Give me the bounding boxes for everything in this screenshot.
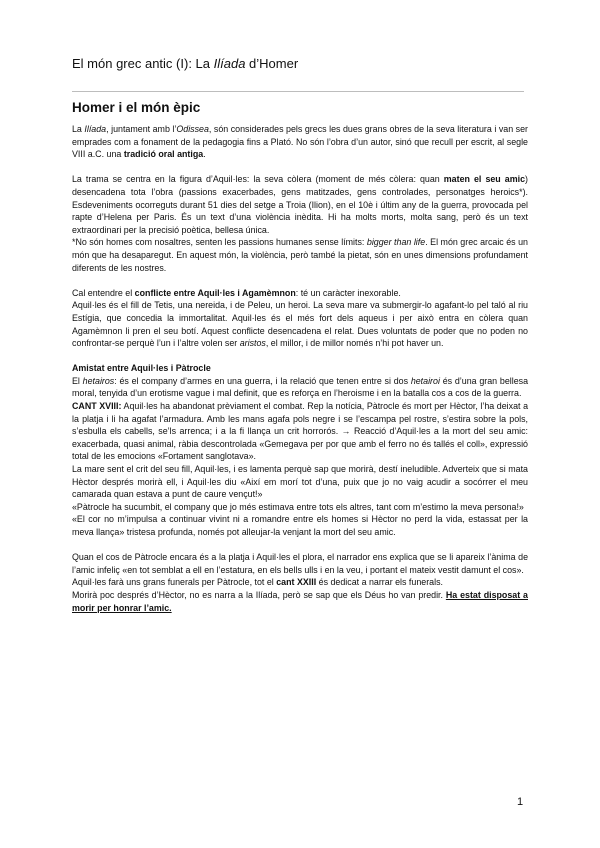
paragraph-cant-xviii: CANT XVIII: Aquil·les ha abandonat prèviament el combat. Rep la notícia, Pàtrocle és mort per Hèctor, l’ha deixat a la platja i li ha agafat l’armadura. Amb les mans agafa pols negre i se l’escampa pel rostre, s’estira sobre la pols, s’esbulla els cabells, se’ls arrenca; i a la fi llança un crit horrorós. → Reacció d’Aquil·les a la mort del seu amic: exacerbada, quasi animal, ràbia descontrolada «Gemegava per por que amb el ferro no és tallés el coll», expressió total de les emocions «Fortament sanglotava». xyxy=(72,401,528,462)
body-text xyxy=(72,123,528,614)
document-title: El món grec antic (I): La Ilíada d’Homer xyxy=(72,56,299,71)
paragraph-funerals: Aquil·les farà uns grans funerals per Pàtrocle, tot el cant XXIII és dedicat a narrar els funerals. xyxy=(72,577,443,588)
paragraph-soul: Quan el cos de Pàtrocle encara és a la platja i Aquil·les el plora, el narrador ens explica que se li apareix l’ànima de l’amic infeliç «en tot semblat a ell en l’estatura, en els bells ulls i en la veu, i portant el mateix vestit damunt el cos». xyxy=(72,552,528,575)
paragraph-quote-patroclus: «Pàtrocle ha sucumbit, el company que jo més estimava entre tots els altres, tant com m’estimo la meva persona!» xyxy=(72,501,524,512)
subheading-friendship: Amistat entre Aquil·les i Pàtrocle xyxy=(72,363,211,374)
paragraph-achilles: Aquil·les és el fill de Tetis, una nereida, i de Peleu, un heroi. La seva mare va submergir-lo agafant-lo pel taló al riu Estígia, que concedia la immortalitat. Aquil·les és el més fort dels aqueus i per això entra en còlera quan Agamèmnon li pren el seu botí. Aquest conflicte desencadena el relat. Dues voluntats de poder que no poden no confrontar-se perquè l’un i l’altre volen ser aristos, el millor, i de millor només n’hi pot haver un. xyxy=(72,300,528,349)
paragraph-hetairos: El hetairos: és el company d’armes en una guerra, i la relació que tenen entre si dos hetairoi és d’una gran bellesa moral, tenyida d’un erotisme vague i mal definit, que es reforça en l’heroisme i en la batalla cos a cos de la guerra. xyxy=(72,375,529,399)
paragraph-death: Morirà poc després d’Hèctor, no es narra a la Ilíada, però se sap que els Déus ho van predir. Ha estat disposat a morir per honrar l’amic. xyxy=(72,589,528,613)
paragraph-conflict: Cal entendre el conflicte entre Aquil·les i Agamèmnon: té un caràcter inexorable. xyxy=(72,287,401,298)
paragraph-plot: La trama se centra en la figura d’Aquil·les: la seva còlera (moment de més còlera: quan maten el seu amic) desencadena tota l’obra (passions exacerbades, gens matitzades, gens controlades, personatges heroics*). Esdeveniments ocorreguts durant 51 dies del setge a Troia (Ilion), en el 10è i últim any de la guerra, provocada pel rapte d’Helena per Paris. És un text d’una violència inèdita. Hi ha molts morts, molta sang, però és un text extraordinari per la precisió poètica, bellesa única. xyxy=(72,174,528,235)
section-title: Homer i el món èpic xyxy=(72,100,201,115)
paragraph-mother: La mare sent el crit del seu fill, Aquil·les, i es lamenta perquè sap que morirà, destí ineludible. Adverteix que si mata Hèctor després morirà ell, i Aquil·les diu «Així em morí tot d’una, puix que jo no vaig acudir a socórrer el meu camarada quan estava a punt de caure vençut!» xyxy=(72,464,528,500)
paragraph-quote-heart: «El cor no m’impulsa a continuar vivint ni a romandre entre els homes si Hèctor no perd la vida, estassat per la meva llança» tristesa profunda, només pot alleujar-la venjant la mort del seu amic. xyxy=(72,514,528,537)
paragraph-iliada-intro: La Ilíada, juntament amb l’Odissea, són considerades pels grecs les dues grans obres de la seva literatura i van ser emprades com a fonament de la pedagogia fins a Plató. No són l’obra d’un autor, sinó que recull per escrit, al segle VIII a.C. una tradició oral antiga. xyxy=(72,124,529,160)
title-divider xyxy=(72,91,524,92)
page-number: 1 xyxy=(517,796,524,808)
paragraph-footnote-heroes: *No són homes com nosaltres, senten les passions humanes sense límits: bigger than life. El món grec arcaic és un món que ha desaparegut. En aquest món, la violència, però també la pietat, són en unes dimensions profundament diferents de les nostres. xyxy=(72,237,528,273)
